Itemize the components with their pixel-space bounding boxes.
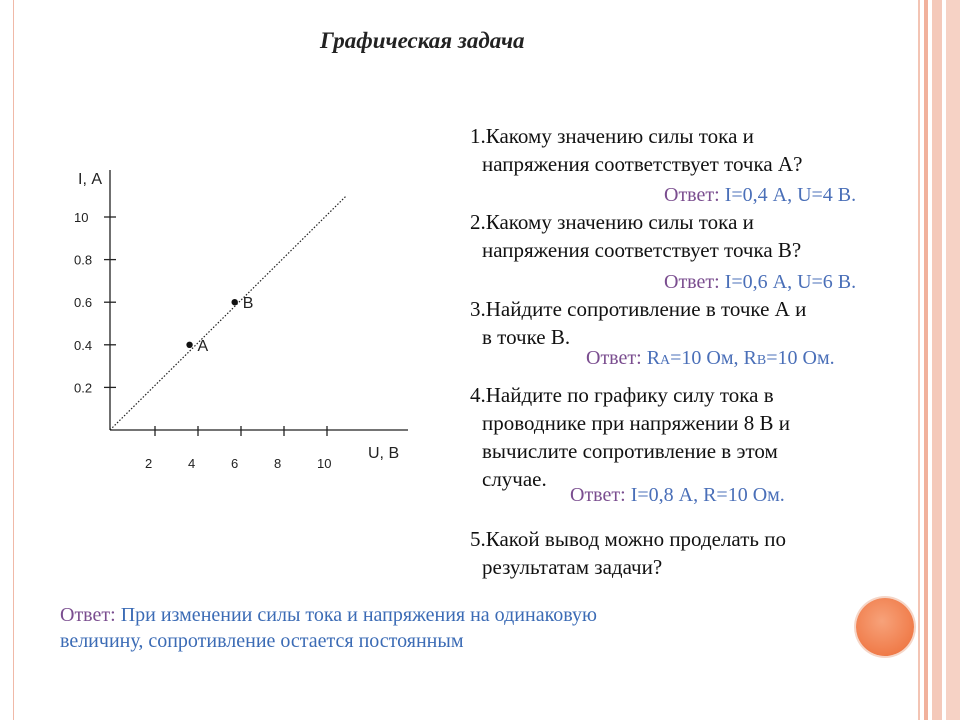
answer-4: Ответ: I=0,8 А, R=10 Ом. (570, 484, 785, 506)
x-tick-label: 6 (231, 456, 239, 471)
x-tick-label: 10 (317, 456, 332, 471)
data-point-b (232, 299, 238, 305)
x-tick-label: 4 (188, 456, 196, 471)
answer-1: Ответ: I=0,4 А, U=4 В. (664, 184, 857, 206)
point-label-b: B (242, 295, 254, 313)
series-line (110, 196, 346, 430)
question-2: 2.Какому значению силы тока и напряжения соответствует точка В? (470, 210, 802, 262)
slide-title: Графическая задача (320, 28, 525, 53)
x-tick-label: 2 (145, 456, 153, 471)
y-tick-label: 0.2 (74, 380, 93, 396)
x-axis-label: U, В (368, 445, 400, 462)
question-5: 5.Какой вывод можно проделать по результатам задачи? (470, 527, 786, 579)
decorative-orange-circle (856, 598, 914, 656)
point-label-a: A (197, 337, 209, 355)
y-axis-label: I, А (78, 171, 103, 188)
answer-2: Ответ: I=0,6 А, U=6 В. (664, 271, 857, 293)
question-1: 1.Какому значению силы тока и напряжения соответствует точка А? (470, 124, 803, 176)
iv-graph (60, 160, 420, 490)
question-4: 4.Найдите по графику силу тока в проводнике при напряжении 8 В и вычислите сопротивление в этом случае. (470, 383, 790, 491)
x-tick-label: 8 (274, 456, 282, 471)
data-point-a (186, 342, 192, 348)
final-answer: Ответ: При изменении силы тока и напряжения на одинаковую величину, сопротивление остается постоянным (60, 604, 597, 652)
slide-frame-right (918, 0, 960, 720)
y-tick-label: 0.6 (74, 295, 93, 311)
y-tick-label: 10 (74, 210, 89, 225)
question-3: 3.Найдите сопротивление в точке А и в точке В. (470, 297, 807, 349)
answer-3: Ответ: RA=10 Ом, RB=10 Ом. (586, 347, 835, 369)
y-tick-label: 0.4 (74, 337, 93, 353)
y-tick-label: 0.8 (74, 252, 93, 268)
slide-frame-left (0, 0, 14, 720)
